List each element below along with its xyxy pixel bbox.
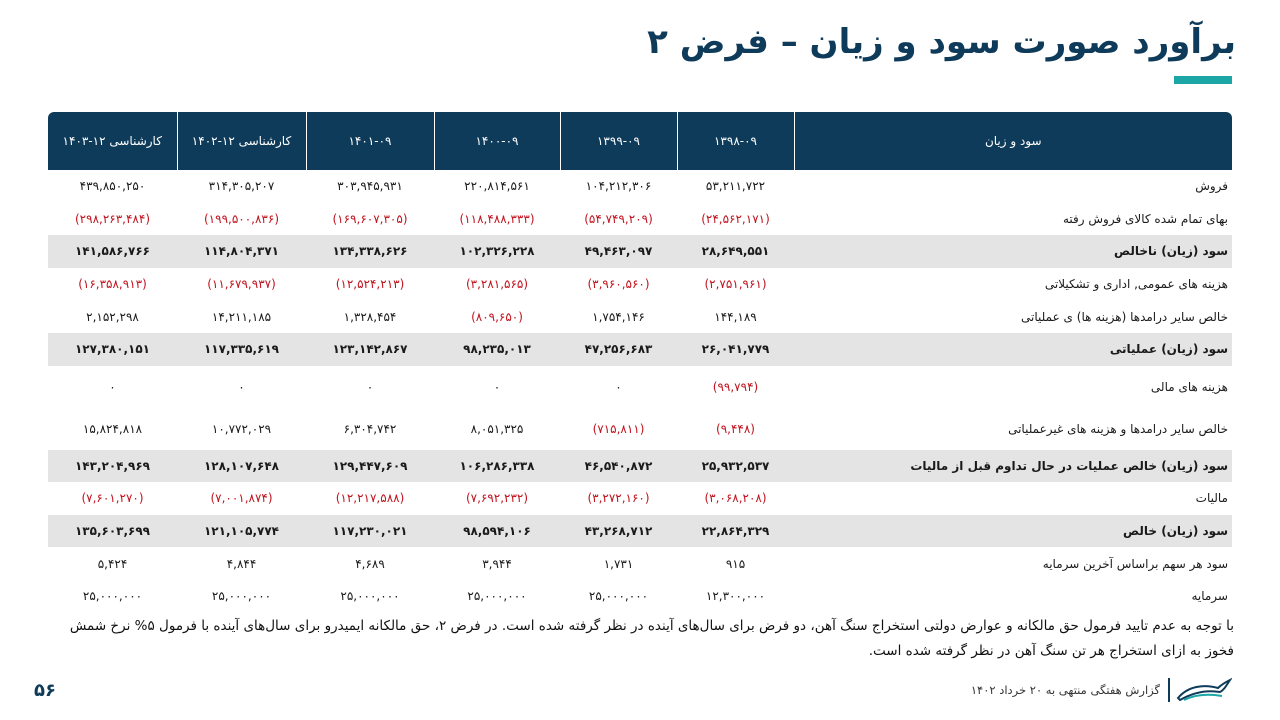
table-cell: ۸,۰۵۱,۳۲۵: [470, 421, 524, 436]
table-cell: ۲۶,۰۴۱,۷۷۹: [677, 333, 794, 366]
row-label: هزینه های مالی: [1150, 379, 1228, 394]
table-cell: ۴,۶۸۹: [355, 556, 385, 571]
table-row: [48, 333, 1232, 366]
table-cell: (۵۴,۷۴۹,۲۰۹): [584, 211, 653, 226]
table-cell: ۲۸,۶۴۹,۵۵۱: [677, 235, 794, 268]
row-label: سود (زیان) خالص: [794, 515, 1232, 548]
table-cell: ۱۲۸,۱۰۷,۶۴۸: [177, 450, 306, 483]
table-cell: ۱۰,۷۷۲,۰۲۹: [211, 421, 272, 436]
table-row: [48, 515, 1232, 548]
table-row: [48, 268, 1232, 301]
header-label-column: سود و زیان: [794, 112, 1232, 170]
header-period-5: کارشناسی ۱۲-۱۴۰۲: [177, 112, 306, 170]
table-cell: ۱۱۷,۳۳۵,۶۱۹: [177, 333, 306, 366]
row-label: سود (زیان) خالص عملیات در حال تداوم قبل از مالیات: [794, 450, 1232, 483]
row-label: خالص سایر درامدها (هزینه ها) ی عملیاتی: [1021, 309, 1228, 324]
table-cell: ۲۲,۸۶۴,۳۲۹: [677, 515, 794, 548]
table-cell: (۷,۰۰۱,۸۷۴): [210, 491, 273, 506]
table-cell: ۲۵,۹۳۲,۵۳۷: [677, 450, 794, 483]
table-cell: ۱۰۶,۲۸۶,۳۳۸: [434, 450, 560, 483]
table-cell: (۳,۲۷۲,۱۶۰): [587, 491, 650, 506]
title-accent-bar: [1174, 76, 1232, 84]
table-cell: (۱۹۹,۵۰۰,۸۳۶): [203, 211, 279, 226]
company-logo-icon: [1174, 676, 1232, 704]
table-cell: ۱۲۱,۱۰۵,۷۷۴: [177, 515, 306, 548]
row-label: بهای تمام شده کالای فروش رفته: [1063, 211, 1228, 226]
table-cell: ۴۶,۵۴۰,۸۷۲: [560, 450, 677, 483]
table-cell: ۱۲۳,۱۴۲,۸۶۷: [306, 333, 434, 366]
table-cell: ۱,۷۵۴,۱۴۶: [592, 309, 645, 324]
table-cell: (۸۰۹,۶۵۰): [471, 309, 523, 324]
table-cell: ۴۷,۲۵۶,۶۸۳: [560, 333, 677, 366]
table-cell: (۱۱۸,۴۸۸,۳۳۳): [459, 211, 535, 226]
table-cell: (۳,۰۶۸,۲۰۸): [704, 491, 767, 506]
table-cell: ۱۳۴,۳۳۸,۶۲۶: [306, 235, 434, 268]
table-cell: (۲۴,۵۶۲,۱۷۱): [701, 211, 770, 226]
table-cell: ۱۵,۸۲۴,۸۱۸: [82, 421, 143, 436]
table-row: [48, 482, 1232, 515]
table-cell: (۹,۴۴۸): [716, 421, 755, 436]
header-period-1: ۱۳۹۸-۰۹: [677, 112, 794, 170]
table-cell: ۳,۹۴۴: [482, 556, 512, 571]
income-statement-table: [48, 112, 1232, 613]
table-row: [48, 170, 1232, 203]
footer-divider: [1168, 678, 1170, 702]
table-cell: ۴۳۹,۸۵۰,۲۵۰: [79, 179, 146, 194]
table-cell: ۱,۷۳۱: [603, 556, 634, 571]
table-cell: (۱۲,۵۲۴,۲۱۳): [335, 277, 405, 292]
table-cell: ۰: [493, 379, 501, 394]
row-label: سود (زیان) عملیاتی: [794, 333, 1232, 366]
table-row: [48, 203, 1232, 236]
table-cell: ۲۵,۰۰۰,۰۰۰: [211, 589, 272, 604]
row-label: سود هر سهم براساس آخرین سرمایه: [1042, 556, 1228, 571]
row-label: خالص سایر درامدها و هزینه های غیرعملیاتی: [1008, 421, 1228, 436]
footnote: با توجه به عدم تایید فرمول حق مالکانه و عوارض دولتی استخراج سنگ آهن، دو فرض برای سال‌های آینده در نظر گرفته شده است. در فرض ۲، حق مالکانه ایمیدرو برای سال‌های آینده با فرمول ۵% نرخ شمش فخوز به ازای استخراج هر تن سنگ آهن در نظر گرفته شده است.: [69, 618, 1234, 659]
row-label: مالیات: [1195, 491, 1228, 506]
table-cell: ۱۴۳,۲۰۴,۹۶۹: [48, 450, 177, 483]
table-cell: ۰: [109, 379, 116, 394]
table-row: [48, 408, 1232, 450]
table-cell: (۱۱,۶۷۹,۹۳۷): [207, 277, 276, 292]
table-cell: ۲۲۰,۸۱۴,۵۶۱: [464, 179, 530, 194]
table-cell: ۲۵,۰۰۰,۰۰۰: [588, 589, 649, 604]
table-cell: ۰: [366, 379, 374, 394]
table-cell: ۳۰۳,۹۴۵,۹۳۱: [337, 179, 403, 194]
table-cell: (۱۲,۲۱۷,۵۸۸): [335, 491, 405, 506]
row-label: هزینه های عمومی, اداری و تشکیلاتی: [1044, 277, 1228, 292]
table-cell: ۰: [238, 379, 245, 394]
row-label: سرمایه: [1191, 589, 1228, 604]
table-cell: (۹۹,۷۹۴): [712, 379, 759, 394]
table-cell: (۱۶,۳۵۸,۹۱۳): [78, 277, 147, 292]
table-cell: ۴۹,۴۶۳,۰۹۷: [560, 235, 677, 268]
table-cell: ۲,۱۵۲,۲۹۸: [86, 309, 139, 324]
table-cell: ۱۱۴,۸۰۴,۳۷۱: [177, 235, 306, 268]
header-period-3: ۱۴۰۰-۰۹: [434, 112, 560, 170]
header-period-6: کارشناسی ۱۲-۱۴۰۳: [48, 112, 177, 170]
table-cell: ۹۸,۲۳۵,۰۱۳: [434, 333, 560, 366]
table-cell: ۳۱۴,۳۰۵,۲۰۷: [208, 179, 275, 194]
table-cell: ۱۰۴,۲۱۲,۳۰۶: [585, 179, 652, 194]
row-label: فروش: [1195, 179, 1228, 194]
table-row: [48, 300, 1232, 333]
page-title: برآورد صورت سود و زیان – فرض ۲: [647, 22, 1236, 62]
table-cell: ۱۴۴,۱۸۹: [714, 309, 757, 324]
table-row: [48, 450, 1232, 483]
table-cell: ۱۴,۲۱۱,۱۸۵: [211, 309, 272, 324]
table-cell: ۶,۳۰۴,۷۴۲: [343, 421, 397, 436]
table-cell: (۷,۶۰۱,۲۷۰): [81, 491, 144, 506]
table-cell: ۱۲۷,۳۸۰,۱۵۱: [48, 333, 177, 366]
table-cell: (۲۹۸,۲۶۳,۴۸۴): [74, 211, 150, 226]
table-row: [48, 366, 1232, 408]
table-cell: ۱۱۷,۲۳۰,۰۲۱: [306, 515, 434, 548]
table-cell: ۲۵,۰۰۰,۰۰۰: [82, 589, 143, 604]
table-cell: ۵۳,۲۱۱,۷۲۲: [705, 179, 766, 194]
table-cell: ۱۰۲,۳۲۶,۲۲۸: [434, 235, 560, 268]
table-cell: ۲۵,۰۰۰,۰۰۰: [467, 589, 527, 604]
table-cell: (۷۱۵,۸۱۱): [592, 421, 645, 436]
table-cell: ۹۱۵: [725, 556, 746, 571]
table-cell: ۵,۴۲۴: [97, 556, 128, 571]
page-number: ۵۶: [34, 680, 56, 701]
table-cell: (۲,۷۵۱,۹۶۱): [704, 277, 767, 292]
table-cell: (۱۶۹,۶۰۷,۳۰۵): [332, 211, 408, 226]
table-cell: ۰: [615, 379, 622, 394]
row-label: سود (زیان) ناخالص: [794, 235, 1232, 268]
table-cell: ۱,۳۲۸,۴۵۴: [343, 309, 397, 324]
table-row: [48, 235, 1232, 268]
header-period-4: ۱۴۰۱-۰۹: [306, 112, 434, 170]
table-cell: (۳,۹۶۰,۵۶۰): [587, 277, 650, 292]
footer-report-label: گزارش هفتگی منتهی به ۲۰ خرداد ۱۴۰۲: [970, 683, 1160, 697]
table-cell: ۱۲۹,۴۴۷,۶۰۹: [306, 450, 434, 483]
table-cell: ۹۸,۵۹۴,۱۰۶: [434, 515, 560, 548]
table-row: [48, 547, 1232, 580]
table-cell: ۱۳۵,۶۰۳,۶۹۹: [48, 515, 177, 548]
table-cell: ۴۳,۲۶۸,۷۱۲: [560, 515, 677, 548]
table-cell: (۷,۶۹۲,۲۳۲): [465, 491, 529, 506]
table-cell: ۱۴۱,۵۸۶,۷۶۶: [48, 235, 177, 268]
table-cell: ۱۲,۳۰۰,۰۰۰: [705, 589, 766, 604]
table-cell: ۲۵,۰۰۰,۰۰۰: [340, 589, 400, 604]
table-cell: ۴,۸۴۴: [226, 556, 257, 571]
table-cell: (۳,۲۸۱,۵۶۵): [465, 277, 529, 292]
table-row: [48, 580, 1232, 613]
table-header-row: [48, 112, 1232, 170]
header-period-2: ۱۳۹۹-۰۹: [560, 112, 677, 170]
